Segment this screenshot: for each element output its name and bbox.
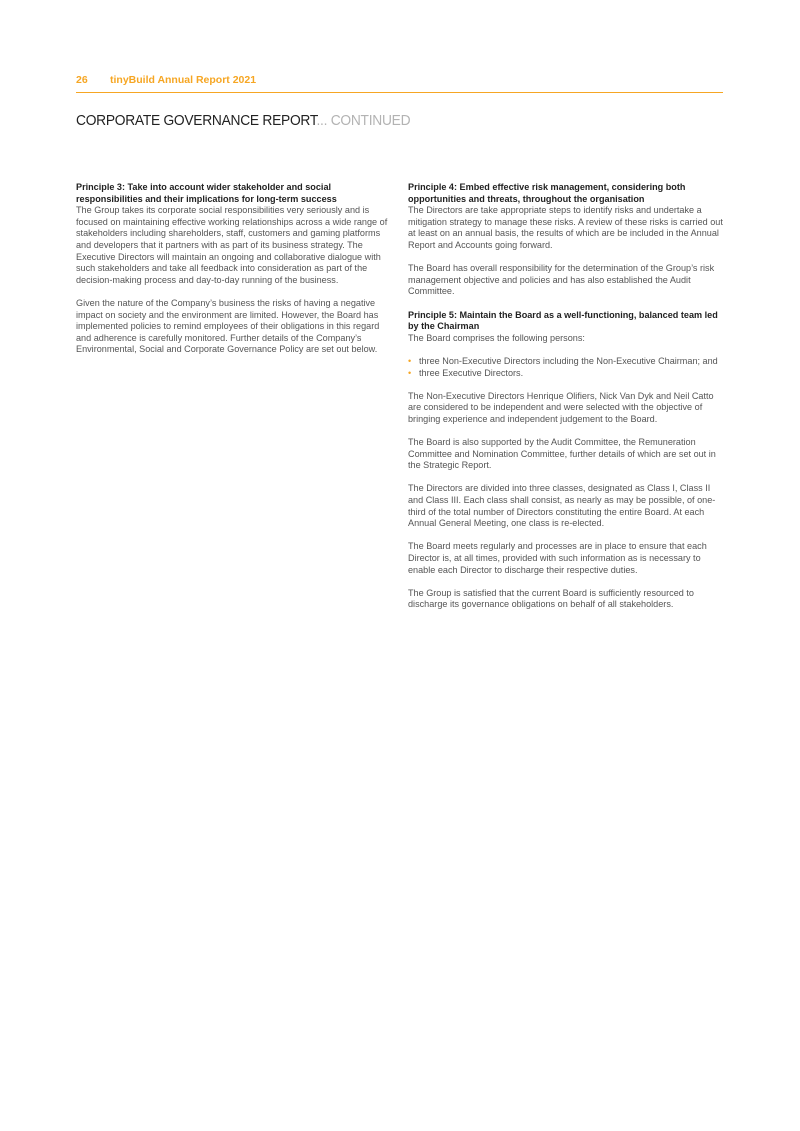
principle-5-paragraph: The Directors are divided into three classes, designated as Class I, Class II and Class III. Each class shall consist, as nearly as may be possible, of one-third of the total number of Directors constituting the entire Board. At each Annual General Meeting, one class is re-elected. <box>408 483 716 529</box>
principle-4-paragraph: The Directors are take appropriate steps to identify risks and undertake a mitigation strategy to manage these risks. A review of these risks is carried out at least on an annual basis, the results of which are be included in the Annual Report and Accounts going forward. <box>408 205 723 250</box>
report-title: tinyBuild Annual Report 2021 <box>110 74 257 86</box>
principle-5-paragraph: The Non-Executive Directors Henrique Olifiers, Nick Van Dyk and Neil Catto are considered to be independent and were selected with the objective of bringing experience and independent judgement to the Board. <box>408 390 714 424</box>
principle-5-paragraph: The Group is satisfied that the current Board is sufficiently resourced to discharge its governance obligations on behalf of all stakeholders. <box>408 587 694 610</box>
principle-3-paragraph: The Group takes its corporate social responsibilities very seriously and is focused on maintaining effective working relationships across a wide range of stakeholders including shareholders, staff, customers and gaming platforms and developers that it partners with as part of its business strategy. The Executive Directors will maintain an ongoing and collaborative dialogue with such stakeholders and take all feedback into consideration as part of the decision-making process and day-to-day running of the business. <box>76 205 388 285</box>
principle-5-paragraph: The Board is also supported by the Audit Committee, the Remuneration Committee and Nomination Committee, further details of which are set out in the Strategic Report. <box>408 437 716 471</box>
bullet-icon: • <box>408 355 412 366</box>
section-title <box>76 112 410 129</box>
page-number: 26 <box>76 74 88 86</box>
right-column <box>408 182 724 623</box>
list-item: • three Non-Executive Directors including the Non-Executive Chairman; and <box>408 355 718 366</box>
principle-3-heading: Principle 3: Take into account wider stakeholder and social responsibilities and their implications for long-term success <box>76 182 337 204</box>
left-column <box>76 182 394 368</box>
bullet-icon: • <box>408 367 412 378</box>
board-composition-list <box>408 356 724 379</box>
principle-4-heading: Principle 4: Embed effective risk management, considering both opportunities and threats, throughout the organisation <box>408 182 686 204</box>
list-item: • three Executive Directors. <box>408 367 524 378</box>
page-header <box>76 74 723 93</box>
section-title-continued: ... CONTINUED <box>316 112 411 129</box>
principle-5-heading: Principle 5: Maintain the Board as a well-functioning, balanced team led by the Chairman <box>408 309 718 332</box>
principle-4-paragraph: The Board has overall responsibility for the determination of the Group’s risk management objective and policies and has also established the Audit Committee. <box>408 263 715 297</box>
section-title-main: CORPORATE GOVERNANCE REPORT <box>76 112 317 129</box>
principle-3-paragraph: Given the nature of the Company’s business the risks of having a negative impact on society and the environment are limited. However, the Board has implemented policies to remind employees of their obligations in this regard and adherence is carefully monitored. Further details of the Company’s Environmental, Social and Corporate Governance Policy are set out below. <box>76 297 380 355</box>
principle-5-intro: The Board comprises the following persons: <box>408 332 585 343</box>
principle-5-paragraph: The Board meets regularly and processes are in place to ensure that each Director is, at all times, provided with such information as is necessary to enable each Director to discharge their respective duties. <box>408 541 707 575</box>
